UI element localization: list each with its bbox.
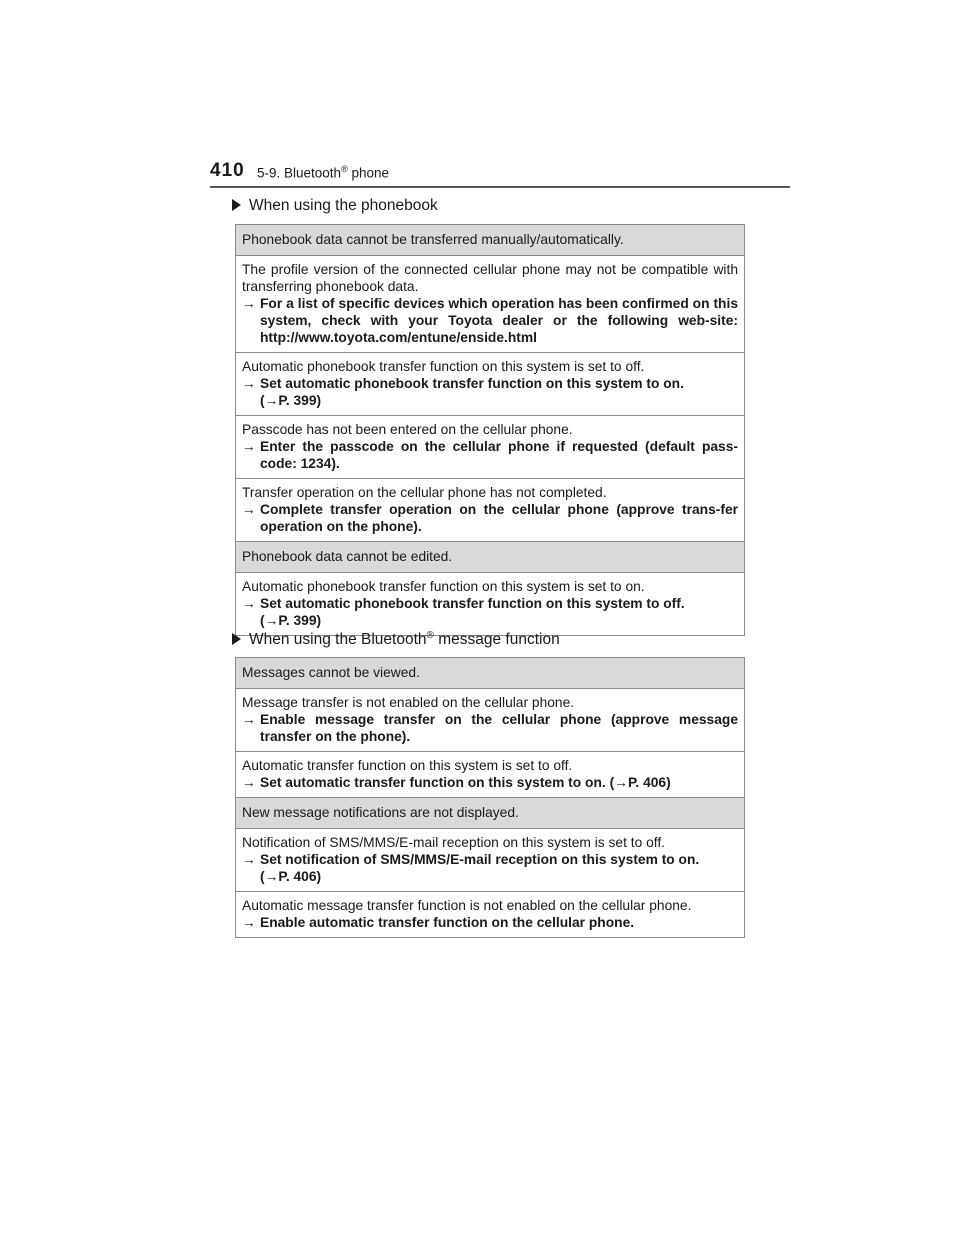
problem-text: Phonebook data cannot be edited. [242, 549, 453, 564]
table-row [236, 689, 744, 752]
cause-text: The profile version of the connected cellular phone may not be compatible with transferring phonebook data. [242, 262, 738, 294]
page-reference: P. 406 [627, 775, 667, 790]
registered-mark: ® [426, 630, 434, 641]
message-table [235, 657, 745, 938]
arrow-icon: → [242, 439, 256, 454]
remedy-text: Enter the passcode on the cellular phone if requested (default pass-code: 1234). [260, 439, 738, 471]
cause-text: Automatic phonebook transfer function on this system is set to on. [242, 579, 645, 594]
table-row [236, 829, 744, 892]
arrow-icon: → [242, 376, 256, 391]
remedy-text: Set automatic phonebook transfer function on this system to on. (→P. 399) [260, 376, 684, 408]
table-header-row [236, 798, 744, 829]
problem-text: Phonebook data cannot be transferred manually/automatically. [242, 232, 624, 247]
section-title: 5-9. Bluetooth® phone [257, 164, 389, 181]
cause-text: Passcode has not been entered on the cellular phone. [242, 422, 573, 437]
table-row [236, 479, 744, 542]
table-row [236, 752, 744, 798]
remedy [242, 438, 738, 472]
cause-text: Automatic message transfer function is not enabled on the cellular phone. [242, 898, 692, 913]
remedy [242, 774, 738, 791]
cause-text: Automatic phonebook transfer function on this system is set to off. [242, 359, 645, 374]
phonebook-table [235, 224, 745, 636]
problem-text: New message notifications are not displayed. [242, 805, 519, 820]
remedy-text: Enable message transfer on the cellular phone (approve message transfer on the phone). [260, 712, 738, 744]
remedy-text: Set notification of SMS/MMS/E-mail reception on this system to on. (→P. 406) [260, 852, 700, 884]
cause-text: Transfer operation on the cellular phone has not completed. [242, 485, 607, 500]
table-row [236, 892, 744, 938]
page-number: 410 [210, 160, 245, 181]
triangle-bullet-icon [232, 199, 241, 211]
registered-mark: ® [341, 164, 348, 174]
table-header-row [236, 225, 744, 256]
remedy-text: Complete transfer operation on the cellular phone (approve trans-fer operation on the phone). [260, 502, 738, 534]
remedy [242, 295, 738, 346]
remedy [242, 595, 738, 629]
remedy [242, 501, 738, 535]
remedy-text: Set automatic phonebook transfer function on this system to off. (→P. 399) [260, 596, 685, 628]
page-reference: P. 406 [278, 869, 317, 884]
table-header-row [236, 542, 744, 573]
remedy [242, 914, 738, 931]
cause-text: Automatic transfer function on this system is set to off. [242, 758, 573, 773]
arrow-icon: → [242, 852, 256, 867]
remedy [242, 851, 738, 885]
page-reference: P. 399 [278, 393, 317, 408]
arrow-icon: → [264, 613, 279, 628]
remedy-text: Set automatic transfer function on this system to on. (→P. 406) [260, 775, 671, 790]
table-row [236, 256, 744, 353]
table-header-row [236, 658, 744, 689]
arrow-icon: → [242, 296, 256, 311]
triangle-bullet-icon [232, 633, 241, 645]
arrow-icon: → [242, 596, 256, 611]
table-row [236, 573, 744, 636]
arrow-icon: → [242, 712, 256, 727]
header-rule [210, 186, 790, 188]
table-row [236, 353, 744, 416]
arrow-icon: → [242, 915, 256, 930]
remedy-text: For a list of specific devices which operation has been confirmed on this system, check with your Toyota dealer or the following web-site: http://www.toyota.com/entune/enside.html [260, 296, 738, 345]
arrow-icon: → [614, 775, 628, 790]
phonebook-heading: When using the phonebook [232, 197, 438, 215]
arrow-icon: → [264, 393, 279, 408]
remedy [242, 711, 738, 745]
message-heading: When using the Bluetooth® message function [232, 630, 560, 649]
remedy [242, 375, 738, 409]
cause-text: Message transfer is not enabled on the cellular phone. [242, 695, 575, 710]
table-row [236, 416, 744, 479]
page-reference: P. 399 [278, 613, 317, 628]
cause-text: Notification of SMS/MMS/E-mail reception on this system is set to off. [242, 835, 666, 850]
arrow-icon: → [242, 502, 256, 517]
arrow-icon: → [242, 775, 256, 790]
arrow-icon: → [264, 869, 279, 884]
problem-text: Messages cannot be viewed. [242, 665, 420, 680]
remedy-text: Enable automatic transfer function on the cellular phone. [260, 915, 635, 930]
